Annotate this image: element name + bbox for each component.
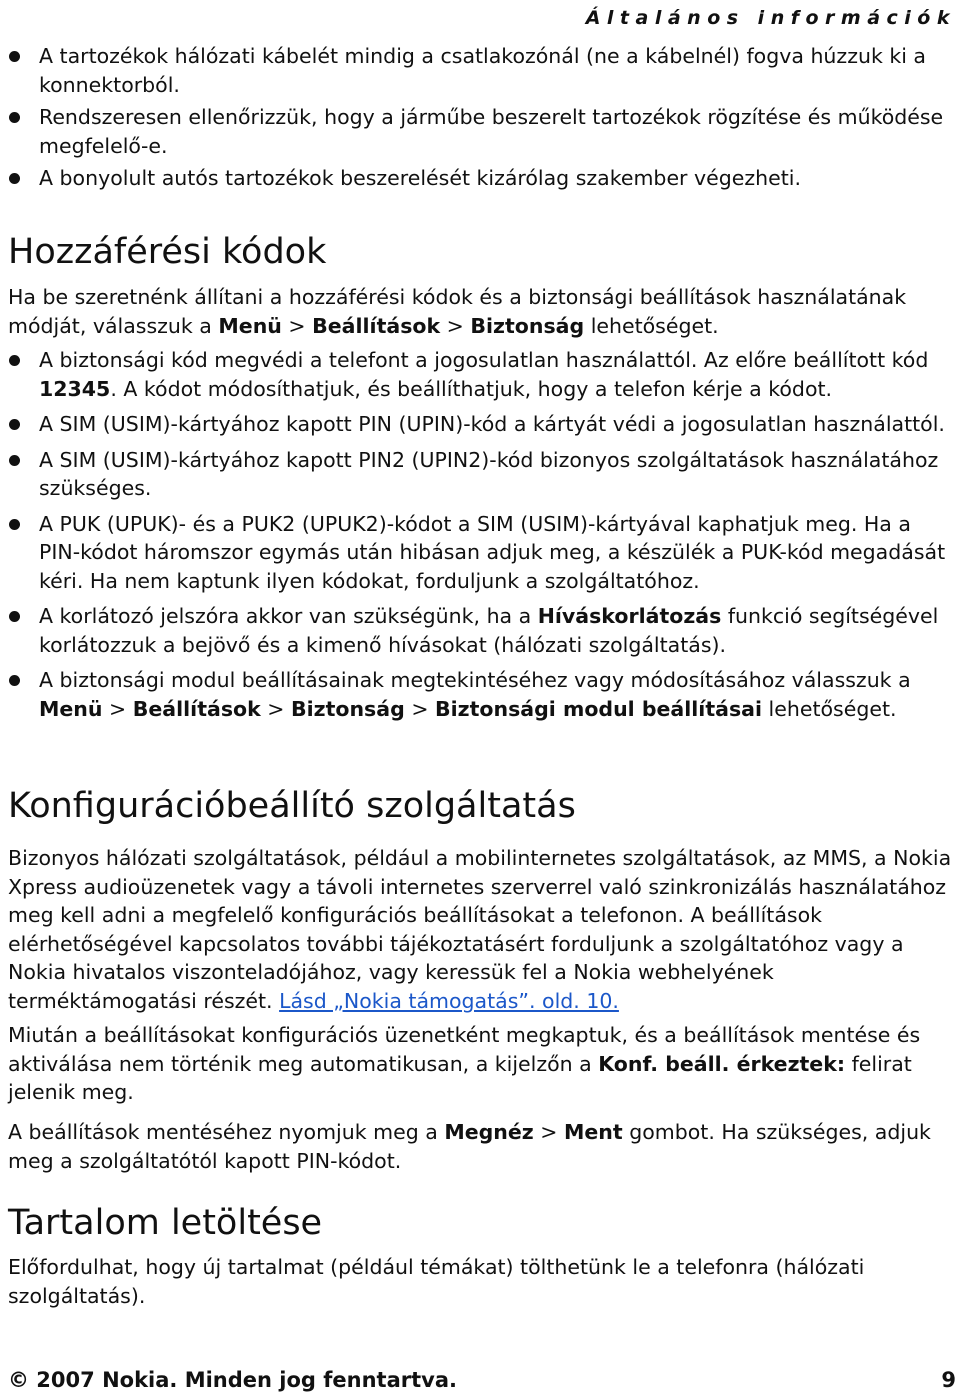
list-item: A biztonsági modul beállításainak megtekintéséhez vagy módosításához válasszuk a Menü > Beállítások > Biztonság > Biztonsági modul beállításai lehetőséget.	[8, 666, 956, 723]
config-paragraph-3: A beállítások mentéséhez nyomjuk meg a Megnéz > Ment gombot. Ha szükséges, adjuk meg a szolgáltatótól kapott PIN-kódot.	[8, 1120, 931, 1173]
list-item: A tartozékok hálózati kábelét mindig a csatlakozónál (ne a kábelnél) fogva húzzuk ki a konnektorból.	[8, 42, 956, 99]
list-item: A bonyolult autós tartozékok beszerelését kizárólag szakember végezheti.	[8, 164, 956, 193]
copyright: © 2007 Nokia. Minden jog fenntartva.	[8, 1368, 457, 1392]
bullet-icon	[9, 355, 20, 366]
top-bullet-list	[8, 42, 956, 193]
bullet-icon	[9, 173, 20, 184]
support-link[interactable]: Lásd „Nokia támogatás”. old. 10.	[279, 988, 619, 1013]
access-codes-intro: Ha be szeretnénk állítani a hozzáférési kódok és a biztonsági beállítások használatának módját, válasszuk a Menü > Beállítások > Biztonság lehetőséget.	[8, 285, 907, 338]
list-item: A SIM (USIM)-kártyához kapott PIN2 (UPIN2)-kód bizonyos szolgáltatások használatához szükséges.	[8, 446, 956, 503]
bullet-icon	[9, 419, 20, 430]
running-header: Általános információk	[585, 7, 956, 29]
bullet-icon	[9, 519, 20, 530]
config-paragraph-2: Miután a beállításokat konfigurációs üzenetként megkaptuk, és a beállítások mentése és aktiválása nem történik meg automatikusan, a kijelzőn a Konf. beáll. érkeztek: felirat jelenik meg.	[8, 1023, 921, 1104]
bullet-icon	[9, 112, 20, 123]
section-title-access-codes: Hozzáférési kódok	[8, 232, 327, 272]
list-item: A korlátozó jelszóra akkor van szükségünk, ha a Híváskorlátozás funkció segítségével korlátozzuk a bejövő és a kimenő hívásokat (hálózati szolgáltatás).	[8, 602, 956, 659]
list-item: A SIM (USIM)-kártyához kapott PIN (UPIN)-kód a kártyát védi a jogosulatlan használattól.	[8, 410, 956, 439]
list-item: A biztonsági kód megvédi a telefont a jogosulatlan használattól. Az előre beállított kód 12345. A kódot módosíthatjuk, és beállíthatjuk, hogy a telefon kérje a kódot.	[8, 346, 956, 403]
bullet-icon	[9, 455, 20, 466]
config-paragraph-1: Bizonyos hálózati szolgáltatások, például a mobilinternetes szolgáltatások, az MMS, a Nokia Xpress audioüzenetek vagy a távoli internetes szerverrel való szinkronizálás használatához meg kell adni a megfelelő konfigurációs beállításokat a telefonon. A beállítások elérhetőségével kapcsolatos további tájékoztatásért forduljunk a szolgáltatóhoz vagy a Nokia hivatalos viszonteladójához, vagy keressük fel a Nokia webhelyének terméktámogatási részét. Lásd „Nokia támogatás”. old. 10.	[8, 846, 952, 1013]
list-item: A PUK (UPUK)- és a PUK2 (UPUK2)-kódot a SIM (USIM)-kártyával kaphatjuk meg. Ha a PIN-kódot háromszor egymás után hibásan adjuk meg, a készülék a PUK-kód megadását kéri. Ha nem kaptunk ilyen kódokat, forduljunk a szolgáltatóhoz.	[8, 510, 956, 596]
section-title-download: Tartalom letöltése	[8, 1203, 323, 1243]
download-paragraph: Előfordulhat, hogy új tartalmat (például témákat) tölthetünk le a telefonra (hálózati szolgáltatás).	[8, 1255, 865, 1308]
bullet-icon	[9, 611, 20, 622]
list-item: Rendszeresen ellenőrizzük, hogy a járműbe beszerelt tartozékok rögzítése és működése megfelelő-e.	[8, 103, 956, 160]
access-codes-bullet-list	[8, 346, 956, 723]
bullet-icon	[9, 51, 20, 62]
page-footer	[8, 1366, 956, 1395]
page-number: 9	[941, 1368, 956, 1392]
bullet-icon	[9, 675, 20, 686]
section-title-config: Konfigurációbeállító szolgáltatás	[8, 786, 576, 826]
